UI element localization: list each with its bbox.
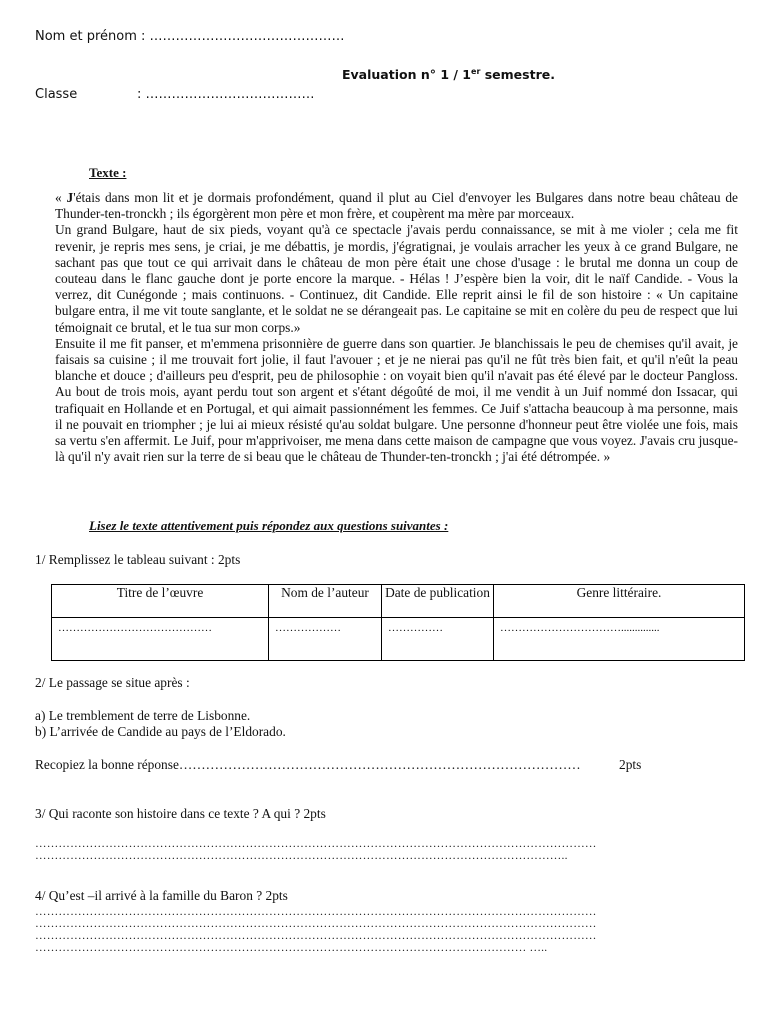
answer-lines-q3[interactable] — [35, 838, 731, 862]
class-label: Classe — [35, 87, 78, 102]
passage-text — [55, 190, 738, 465]
question-3: 3/ Qui raconte son histoire dans ce texte ? A qui ? 2pts — [35, 806, 326, 821]
question-4: 4/ Qu’est –il arrivé à la famille du Baron ? 2pts — [35, 888, 288, 903]
header-title: Titre de l’œuvre — [52, 585, 269, 618]
opening-quote: « — [55, 190, 67, 205]
header-date: Date de publication — [382, 585, 494, 618]
class-field-line — [35, 87, 315, 102]
question-2: 2/ Le passage se situe après : — [35, 675, 190, 690]
answer-lines-q4[interactable] — [35, 906, 731, 954]
answer-line[interactable]: ……………………………………………………………………………………………………………… ….. — [35, 942, 548, 954]
answer-line[interactable]: ……………………………………………………………………………………………………………………………… — [35, 918, 597, 930]
instruction-heading: Lisez le texte attentivement puis répondez aux questions suivantes : — [89, 518, 449, 533]
texte-heading: Texte : — [89, 165, 127, 180]
answer-genre-cell[interactable]: …………………………….............. — [494, 618, 745, 661]
passage-paragraph-2: Un grand Bulgare, haut de six pieds, voyant qu'à ce spectacle j'avais perdu connaissance, se mit à me violer ; cela me fit revenir, je repris mes sens, je criai, je me débattis, je mordis, j'égratignai, je voulais arracher les yeux à ce grand Bulgare, ne sachant pas que tout ce qui arrivait dans le château de mon père était une chose d'usage : le brutal me donna un coup de couteau dans le flanc gauche dont je porte encore la marque. - Hélas ! J’espère bien la voir, dit le naïf Candide. - Vous la verrez, dit Cunégonde ; mais continuons. - Continuez, dit Candide. Elle reprit ainsi le fil de son histoire : « Un capitaine bulgare entra, il me vit toute sanglante, et le soldat ne se dérangeait pas. Le capitaine se mit en colère du peu de respect que lui témoignait ce brutal, et le tua sur mon corps.» — [55, 222, 738, 335]
table-answer-row — [52, 618, 745, 661]
name-label: Nom et prénom : — [35, 29, 146, 44]
eval-title-sup: er — [471, 67, 481, 76]
name-field-line — [35, 29, 345, 44]
class-dots: : ………………………………… — [137, 87, 315, 102]
question-1: 1/ Remplissez le tableau suivant : 2pts — [35, 552, 241, 567]
passage-paragraph-1 — [55, 190, 738, 222]
answer-author-cell[interactable]: ……………… — [269, 618, 382, 661]
answer-title-cell[interactable]: …………………………………… — [52, 618, 269, 661]
header-genre: Genre littéraire. — [494, 585, 745, 618]
option-a: a) Le tremblement de terre de Lisbonne. — [35, 708, 251, 723]
dropcap: J — [66, 190, 74, 205]
evaluation-title — [342, 67, 555, 82]
name-dots: ……………………………………… — [149, 29, 345, 44]
answer-line[interactable]: ……………………………………………………………………………………………………………………………… — [35, 930, 597, 942]
copy-points: 2pts — [619, 757, 642, 772]
copy-answer-line[interactable] — [35, 757, 642, 773]
eval-title-text: Evaluation n° 1 / 1 — [342, 67, 472, 83]
copy-label: Recopiez la bonne réponse……………………………………………………………………………… — [35, 757, 581, 772]
answer-line[interactable]: ……………………………………………………………………………………………………………………………… — [35, 906, 597, 918]
passage-paragraph-3: Ensuite il me fit panser, et m'emmena prisonnière de guerre dans son quartier. Je blanchissais le peu de chemises qu'il avait, je faisais sa cuisine ; il me trouvait fort jolie, il faut l'avouer ; et je ne nierai pas qu'il ne fût très bien fait, et qu'il n'eût la peau blanche et douce ; d'ailleurs peu d'esprit, peu de philosophie : on voyait bien qu'il n'avait pas été élevé par le docteur Pangloss. Au bout de trois mois, ayant perdu tout son argent et s'étant dégoûté de moi, il me vendit à un Juif nommé don Issacar, qui trafiquait en Hollande et en Portugal, et qui aimait passionnément les femmes. Ce Juif s'attacha beaucoup à ma personne, mais il ne pouvait en triompher ; je lui ai mieux résisté qu'au soldat bulgare. Une personne d'honneur peut être violée une fois, mais sa vertu s'en affermit. Le Juif, pour m'apprivoiser, me mena dans cette maison de campagne que vous voyez. J'avais cru jusque-là qu'il n'y avait rien sur la terre de si beau que le château de Thunder-ten-tronckh ; j'ai été détrompée. » — [55, 335, 738, 465]
table-header-row — [52, 585, 745, 618]
answer-line[interactable]: ……………………………………………………………………………………………………………………….. — [35, 850, 568, 862]
option-b: b) L’arrivée de Candide au pays de l’Eldorado. — [35, 724, 286, 739]
answer-line[interactable]: ……………………………………………………………………………………………………………………………… — [35, 838, 597, 850]
work-info-table — [51, 584, 745, 661]
paragraph-1-rest: 'étais dans mon lit et je dormais profondément, quand il plut au Ciel d'envoyer les Bulgares dans notre beau château de Thunder-ten-tronckh ; ils égorgèrent mon père et mon frère, et coupèrent ma mère par morceaux. — [55, 190, 738, 222]
eval-title-tail: semestre. — [480, 67, 555, 83]
header-author: Nom de l’auteur — [269, 585, 382, 618]
answer-date-cell[interactable]: …………… — [382, 618, 494, 661]
